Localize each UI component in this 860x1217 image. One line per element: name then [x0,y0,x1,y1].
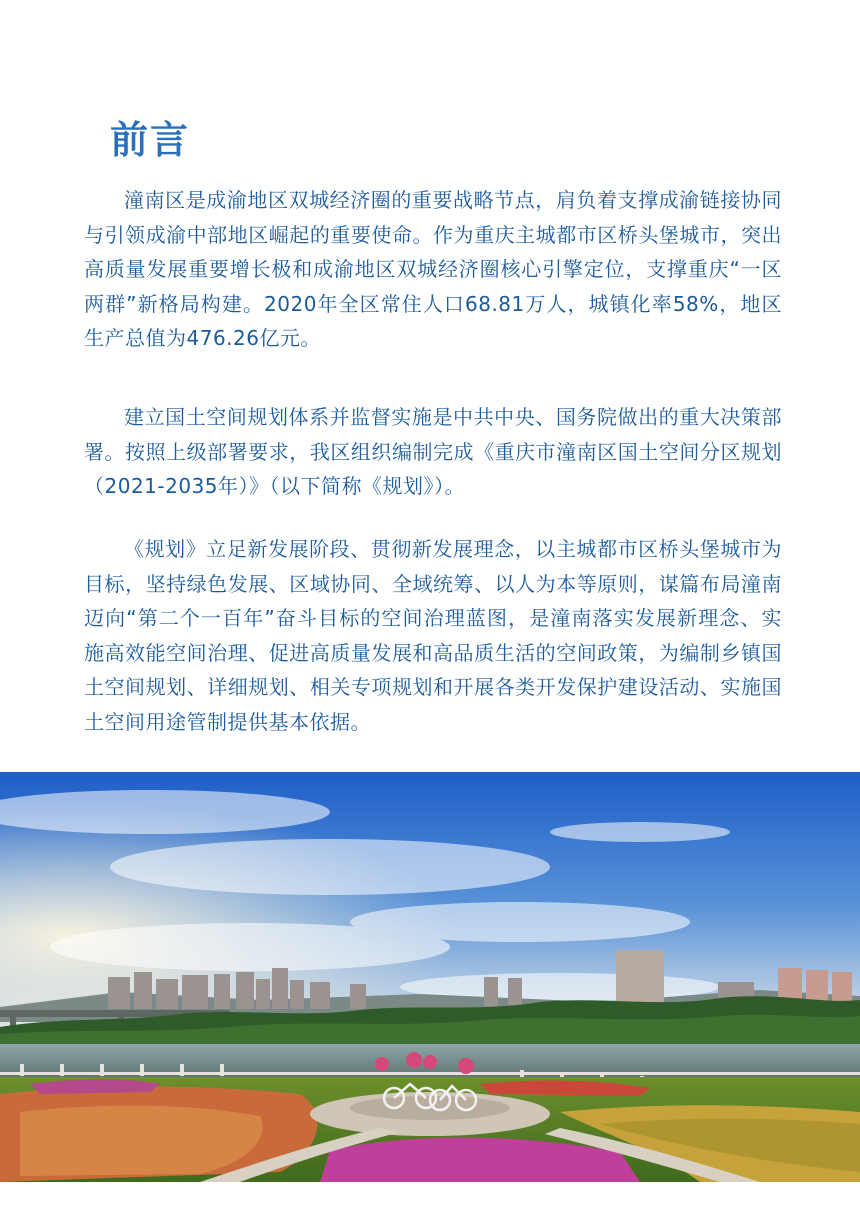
intro-paragraph: 潼南区是成渝地区双城经济圈的重要战略节点，肩负着支撑成渝链接协同与引领成渝中部地区崛起的重要使命。作为重庆主城都市区桥头堡城市，突出高质量发展重要增长极和成渝地区双城经济圈核心引擎定位，支撑重庆“一区两群”新格局构建。2020年全区常住人口68.81万人，城镇化率58%，地区生产总值为476.26亿元。 [84,188,782,350]
planning-system-paragraph: 建立国土空间规划体系并监督实施是中共中央、国务院做出的重大决策部署。按照上级部署要求，我区组织编制完成《重庆市潼南区国土空间分区规划（2021-2035年）》（以下简称《规划》）。 [84,405,782,498]
riverside-park-photo [0,772,860,1182]
page-title: 前言 [110,118,191,162]
plan-goals-paragraph: 《规划》立足新发展阶段、贯彻新发展理念，以主城都市区桥头堡城市为目标，坚持绿色发展、区域协同、全域统筹、以人为本等原则，谋篇布局潼南迈向“第二个一百年”奋斗目标的空间治理蓝图，是潼南落实发展新理念、实施高效能空间治理、促进高质量发展和高品质生活的空间政策，为编制乡镇国土空间规划、详细规划、相关专项规划和开展各类开发保护建设活动、实施国土空间用途管制提供基本依据。 [84,537,782,734]
